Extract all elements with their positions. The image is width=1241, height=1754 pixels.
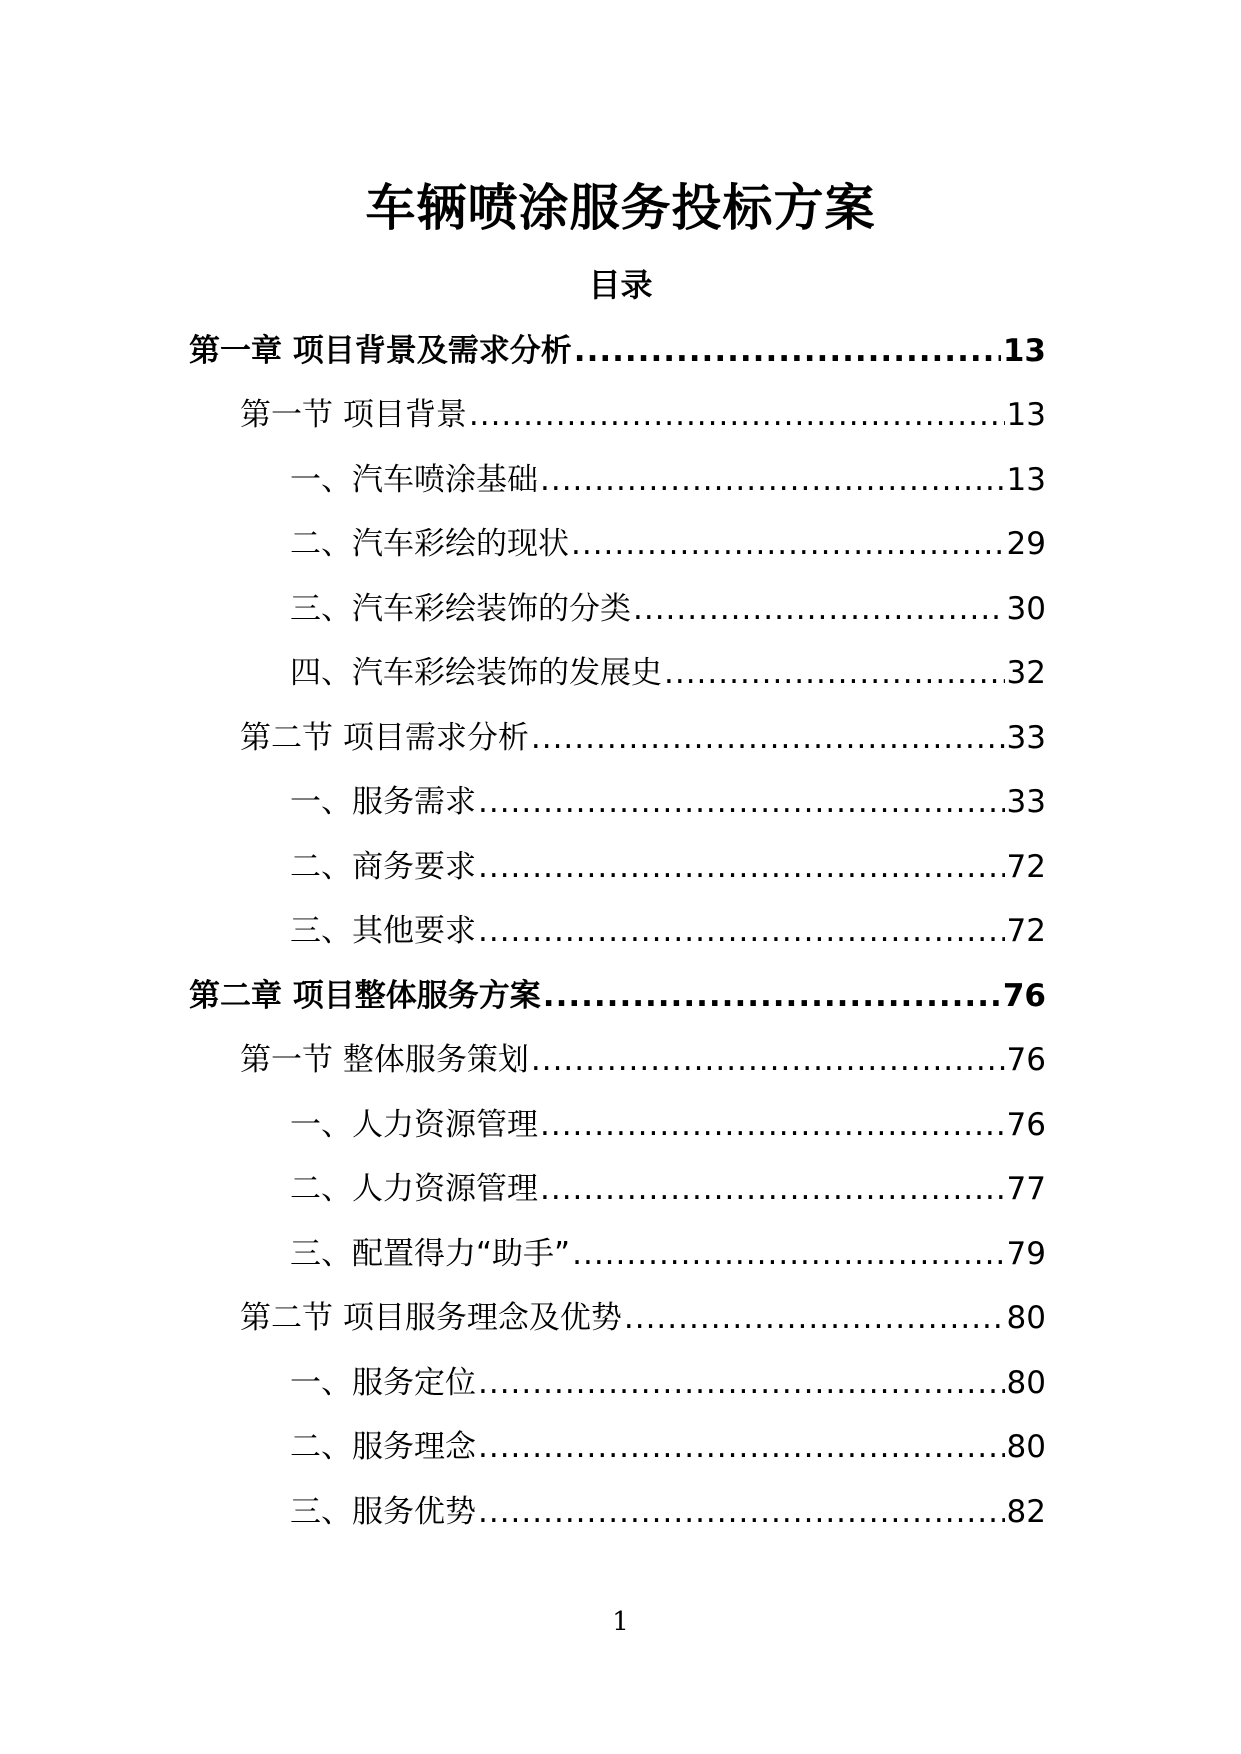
- toc-entry-label: 二、服务理念: [290, 1429, 476, 1465]
- toc-entry-label: 一、服务定位: [290, 1365, 476, 1401]
- toc-entry-page: 30: [1006, 591, 1046, 627]
- page-number: 1: [612, 1607, 629, 1637]
- toc-entry-page: 76: [1006, 1042, 1046, 1078]
- toc-entry-label: 三、其他要求: [290, 913, 476, 949]
- toc-dot-leader: [540, 458, 1005, 502]
- toc-entry-page: 76: [1006, 1107, 1046, 1143]
- toc-dot-leader: [540, 1103, 1005, 1147]
- toc-entry-subsection[interactable]: [290, 651, 1046, 695]
- toc-entry-subsection[interactable]: [290, 845, 1046, 889]
- toc-entry-page: 77: [1006, 1171, 1046, 1207]
- toc-entry-page: 29: [1006, 526, 1046, 562]
- toc-entry-label: 一、服务需求: [290, 784, 476, 820]
- toc-entry-subsection[interactable]: [290, 587, 1046, 631]
- toc-entry-page: 13: [1006, 397, 1046, 433]
- toc-entry-page: 79: [1006, 1236, 1046, 1272]
- toc-entry-page: 32: [1006, 655, 1046, 691]
- toc-dot-leader: [572, 1232, 1004, 1276]
- toc-entry-subsection[interactable]: [290, 1167, 1046, 1211]
- toc-entry-label: 第一节 项目背景: [240, 397, 467, 433]
- toc-entry-label: 四、汽车彩绘装饰的发展史: [290, 655, 662, 691]
- toc-entry-label: 二、人力资源管理: [290, 1171, 538, 1207]
- toc-entry-section[interactable]: [240, 1296, 1046, 1340]
- toc-entry-label: 第二章 项目整体服务方案: [189, 978, 541, 1014]
- toc-entry-label: 一、人力资源管理: [290, 1107, 538, 1143]
- toc-dot-leader: [624, 1296, 1005, 1340]
- toc-dot-leader: [478, 909, 1005, 953]
- document-title: 车辆喷涂服务投标方案: [365, 179, 876, 237]
- toc-dot-leader: [478, 1425, 1005, 1469]
- toc-entry-section[interactable]: [240, 716, 1046, 760]
- toc-entry-chapter[interactable]: [189, 974, 1046, 1018]
- toc-dot-leader: [543, 974, 1001, 1018]
- toc-dot-leader: [540, 1167, 1005, 1211]
- toc-entry-subsection[interactable]: [290, 458, 1046, 502]
- toc-entry-chapter[interactable]: [189, 329, 1046, 373]
- toc-entry-page: 80: [1006, 1365, 1046, 1401]
- toc-entry-label: 第二节 项目服务理念及优势: [240, 1300, 622, 1336]
- toc-dot-leader: [574, 329, 1001, 373]
- toc-dot-leader: [478, 780, 1005, 824]
- toc-heading: 目录: [588, 266, 653, 304]
- toc-dot-leader: [469, 393, 1005, 437]
- toc-dot-leader: [571, 522, 1005, 566]
- toc-entry-subsection[interactable]: [290, 1490, 1046, 1534]
- toc-entry-subsection[interactable]: [290, 909, 1046, 953]
- toc-entry-subsection[interactable]: [290, 522, 1046, 566]
- toc-entry-page: 33: [1006, 784, 1046, 820]
- toc-dot-leader: [478, 845, 1005, 889]
- toc-entry-subsection[interactable]: [290, 1361, 1046, 1405]
- toc-entry-page: 13: [1006, 462, 1046, 498]
- toc-entry-subsection[interactable]: [290, 780, 1046, 824]
- toc-dot-leader: [478, 1361, 1005, 1405]
- toc-entry-section[interactable]: [240, 1038, 1046, 1082]
- toc-dot-leader: [664, 651, 1005, 695]
- toc-entry-label: 一、汽车喷涂基础: [290, 462, 538, 498]
- toc-entry-label: 三、配置得力“助手”: [290, 1236, 571, 1272]
- toc-entry-label: 二、汽车彩绘的现状: [290, 526, 569, 562]
- toc-dot-leader: [478, 1490, 1005, 1534]
- toc-entry-label: 三、服务优势: [290, 1494, 476, 1530]
- toc-entry-subsection[interactable]: [290, 1425, 1046, 1469]
- toc-entry-section[interactable]: [240, 393, 1046, 437]
- toc-entry-page: 72: [1006, 849, 1046, 885]
- toc-entry-subsection[interactable]: [290, 1232, 1046, 1276]
- toc-entry-page: 33: [1006, 720, 1046, 756]
- toc-entry-page: 82: [1006, 1494, 1046, 1530]
- toc-entry-page: 72: [1006, 913, 1046, 949]
- toc-entry-page: 80: [1006, 1300, 1046, 1336]
- toc-entry-page: 13: [1002, 333, 1046, 369]
- toc-entry-label: 第一节 整体服务策划: [240, 1042, 529, 1078]
- toc-dot-leader: [531, 1038, 1005, 1082]
- toc-entry-label: 三、汽车彩绘装饰的分类: [290, 591, 631, 627]
- toc-entry-label: 二、商务要求: [290, 849, 476, 885]
- toc-entry-page: 76: [1002, 978, 1046, 1014]
- toc-entry-page: 80: [1006, 1429, 1046, 1465]
- toc-dot-leader: [633, 587, 1005, 631]
- toc-entry-subsection[interactable]: [290, 1103, 1046, 1147]
- toc-dot-leader: [531, 716, 1005, 760]
- toc-entry-label: 第二节 项目需求分析: [240, 720, 529, 756]
- toc-entry-label: 第一章 项目背景及需求分析: [189, 333, 572, 369]
